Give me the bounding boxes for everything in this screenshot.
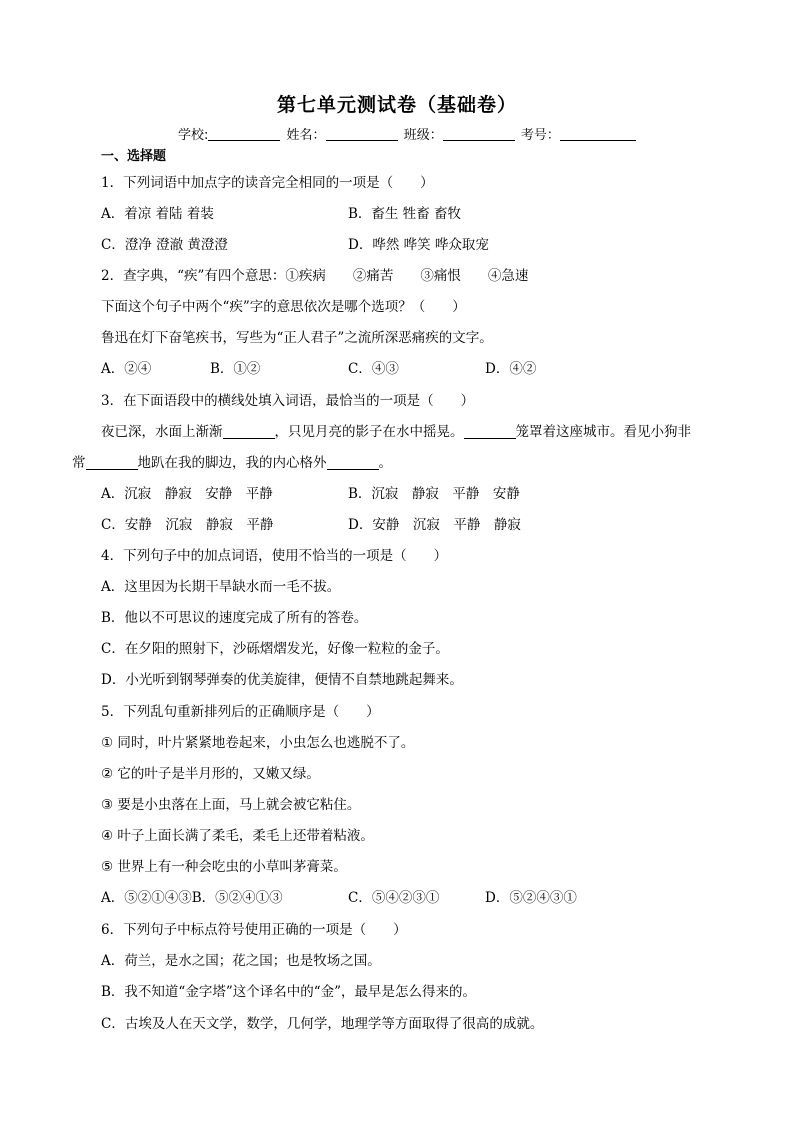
q2-question: 下面这个句子中两个“疾”字的意思依次是哪个选项？（ ） (101, 299, 466, 315)
q4-stem: 4．下列句子中的加点词语，使用不恰当的一项是（ ） (101, 548, 448, 564)
section-heading: 一、选择题 (101, 149, 167, 164)
exam-no-field[interactable] (560, 127, 636, 141)
exam-no-label: 考号： (520, 128, 560, 143)
q2-option-a[interactable]: A．②④ (101, 361, 152, 377)
q4-option-c[interactable]: C．在夕阳的照射下，沙砾熠熠发光，好像一粒粒的金子。 (101, 641, 449, 657)
q1-stem: 1．下列词语中加点字的读音完全相同的一项是（ ） (101, 175, 434, 191)
class-label: 班级： (403, 128, 443, 143)
q5-option-c[interactable]: C．⑤④②③① (348, 890, 440, 906)
q2-option-b[interactable]: B．①② (210, 361, 261, 377)
q3-passage-text: 笼罩着这座城市。看见小狗非 (515, 424, 691, 440)
school-field[interactable] (208, 127, 280, 141)
q3-passage-text: ，只见月亮的影子在水中摇晃。 (274, 424, 464, 440)
q3-blank-1[interactable] (223, 424, 275, 439)
q4-option-b[interactable]: B．他以不可思议的速度完成了所有的答卷。 (101, 610, 368, 626)
q2-sentence: 鲁迅在灯下奋笔疾书，写些为“正人君子”之流所深恶痛疾的文字。 (101, 330, 493, 346)
q3-option-c[interactable]: C．安静 沉寂 静寂 平静 (101, 517, 274, 533)
q1-option-c[interactable]: C．澄净 澄澈 黄澄澄 (101, 237, 228, 253)
q3-option-d[interactable]: D．安静 沉寂 平静 静寂 (348, 517, 521, 533)
q5-sentence-1: ① 同时，叶片紧紧地卷起来，小虫怎么也逃脱不了。 (101, 735, 415, 751)
q3-blank-2[interactable] (464, 424, 516, 439)
q1-option-b[interactable]: B．畜生 牲畜 畜牧 (348, 206, 462, 222)
q2-stem: 2．查字典，“疾”有四个意思：①疾病 ②痛苦 ③痛恨 ④急速 (101, 268, 529, 284)
q5-sentence-2: ② 它的叶子是半月形的，又嫩又绿。 (101, 766, 320, 782)
q1-option-d[interactable]: D．哗然 哗笑 哗众取宠 (348, 237, 489, 253)
q6-stem: 6．下列句子中标点符号使用正确的一项是（ ） (101, 922, 407, 938)
q5-option-ab[interactable]: A．⑤②①④③B．⑤②④①③ (101, 890, 283, 906)
q5-option-d[interactable]: D．⑤②④③① (485, 890, 577, 906)
q3-passage-line1 (101, 420, 691, 440)
q1-option-a[interactable]: A．着凉 着陆 着装 (101, 206, 214, 222)
q3-stem: 3．在下面语段中的横线处填入词语，最恰当的一项是（ ） (101, 393, 475, 409)
q3-option-a[interactable]: A．沉寂 静寂 安静 平静 (101, 486, 273, 502)
q3-option-b[interactable]: B．沉寂 静寂 平静 安静 (348, 486, 520, 502)
q5-stem: 5．下列乱句重新排列后的正确顺序是（ ） (101, 704, 380, 720)
class-field[interactable] (443, 127, 515, 141)
q3-blank-3[interactable] (86, 455, 138, 470)
q3-passage-line2 (72, 451, 392, 471)
school-label: 学校: (178, 128, 209, 143)
q4-option-a[interactable]: A．这里因为长期干旱缺水而一毛不拔。 (101, 579, 341, 595)
q3-blank-4[interactable] (327, 455, 379, 470)
q3-passage-text: 。 (378, 455, 392, 471)
q2-option-c[interactable]: C．④③ (348, 361, 399, 377)
name-label: 姓名： (286, 128, 326, 143)
q6-option-c[interactable]: C．古埃及人在天文学，数学，几何学，地理学等方面取得了很高的成就。 (101, 1016, 544, 1032)
q6-option-a[interactable]: A．荷兰，是水之国；花之国；也是牧场之国。 (101, 953, 381, 969)
q2-option-d[interactable]: D．④② (485, 361, 537, 377)
q6-option-b[interactable]: B．我不知道“金字塔”这个译名中的“金”，最早是怎么得来的。 (101, 984, 477, 1000)
q3-passage-text: 常 (72, 455, 86, 471)
q3-passage-text: 地趴在我的脚边，我的内心格外 (137, 455, 327, 471)
student-info-line (178, 124, 638, 143)
q3-passage-text: 夜已深，水面上渐渐 (101, 424, 223, 440)
page-title: 第七单元测试卷（基础卷） (276, 94, 517, 116)
q4-option-d[interactable]: D．小光听到钢琴弹奏的优美旋律，便情不自禁地跳起舞来。 (101, 672, 463, 688)
q5-sentence-4: ④ 叶子上面长满了柔毛，柔毛上还带着粘液。 (101, 828, 374, 844)
name-field[interactable] (326, 127, 398, 141)
q5-sentence-3: ③ 要是小虫落在上面，马上就会被它粘住。 (101, 797, 361, 813)
q5-sentence-5: ⑤ 世界上有一种会吃虫的小草叫茅膏菜。 (101, 859, 347, 875)
